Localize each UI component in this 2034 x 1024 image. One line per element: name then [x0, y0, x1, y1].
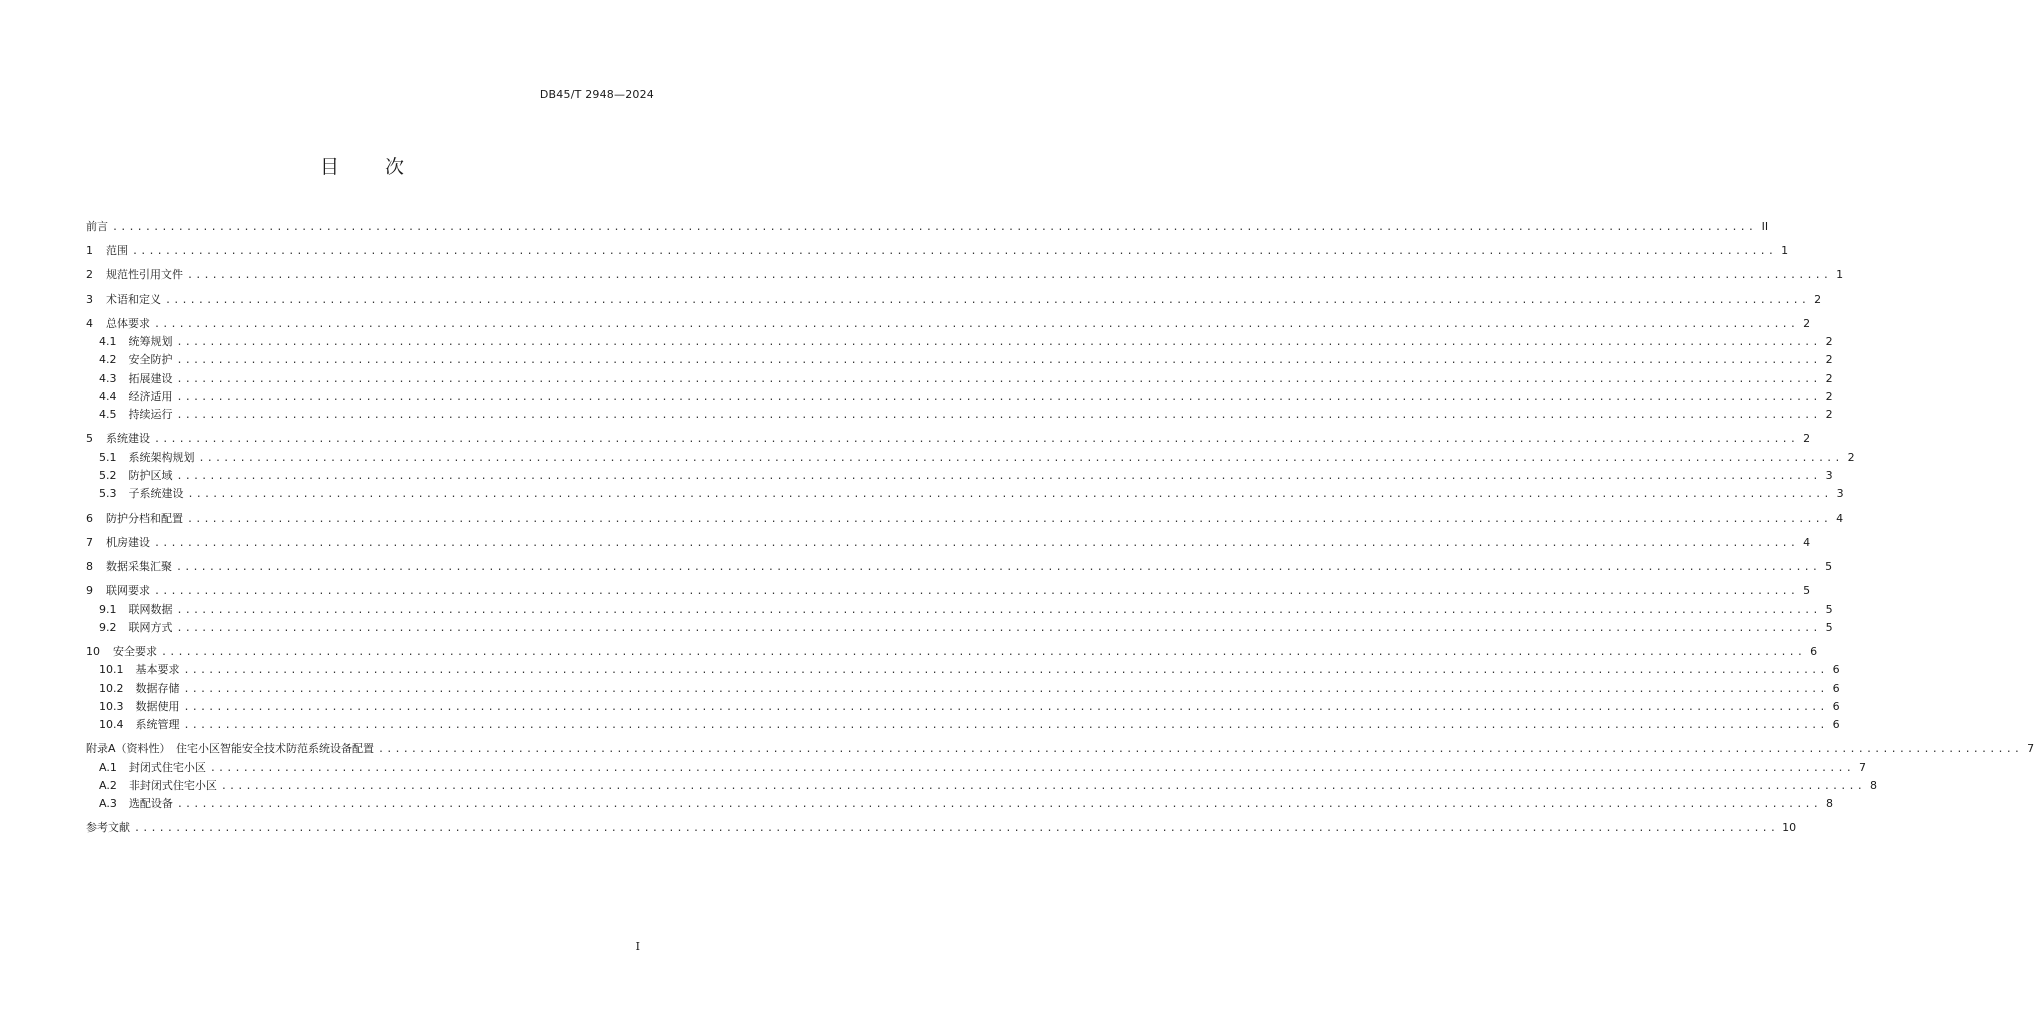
- toc-entry-page: 4: [1803, 536, 1811, 549]
- toc-entry-number: 9: [86, 584, 93, 597]
- toc-entry-page: 3: [1836, 487, 1844, 500]
- toc-leader-dots: ........................................................................................................................................................................................................: [183, 665, 1828, 676]
- toc-entry[interactable]: [99, 485, 1844, 503]
- toc-entry-page: 1: [1836, 268, 1844, 281]
- toc-leader-dots: ........................................................................................................................................................................................................: [132, 246, 1777, 257]
- toc-leader-dots: ........................................................................................................................................................................................................: [187, 514, 1832, 525]
- toc-leader-dots: ........................................................................................................................................................................................................: [154, 586, 1799, 597]
- toc-entry-number: 4.2: [99, 353, 117, 366]
- toc-entry[interactable]: [99, 467, 1833, 485]
- toc-entry[interactable]: [86, 582, 1811, 600]
- toc-leader-dots: ........................................................................................................................................................................................................: [112, 222, 1757, 233]
- toc-entry-number: 10.4: [99, 718, 124, 731]
- title-char-2: 次: [385, 156, 405, 178]
- toc-entry-title: 防护区域: [128, 469, 173, 482]
- toc-entry[interactable]: [86, 266, 1844, 284]
- toc-entry[interactable]: [86, 740, 2034, 758]
- toc-entry[interactable]: [99, 406, 1833, 424]
- toc-leader-dots: ........................................................................................................................................................................................................: [187, 489, 1832, 500]
- toc-entry-number: 2: [86, 268, 93, 281]
- toc-entry-number: A.3: [99, 797, 117, 810]
- toc-leader-dots: ........................................................................................................................................................................................................: [176, 355, 1821, 366]
- toc-entry-number: A.2: [99, 779, 117, 792]
- toc-entry-title: 机房建设: [106, 536, 150, 549]
- toc-entry-page: 5: [1803, 584, 1811, 597]
- toc-entry-number: 8: [86, 560, 93, 573]
- toc-entry-title: 拓展建设: [128, 372, 173, 385]
- toc-entry-number: 10.3: [99, 700, 124, 713]
- toc-entry-page: 10: [1782, 821, 1797, 834]
- toc-entry-title: 封闭式住宅小区: [128, 761, 206, 774]
- toc-entry[interactable]: [99, 388, 1833, 406]
- toc-entry[interactable]: [99, 777, 1877, 795]
- toc-leader-dots: ........................................................................................................................................................................................................: [183, 720, 1828, 731]
- toc-entry-page: 5: [1825, 603, 1833, 616]
- toc-leader-dots: ........................................................................................................................................................................................................: [154, 319, 1799, 330]
- toc-entry[interactable]: [86, 819, 1797, 837]
- toc-entry[interactable]: [86, 315, 1811, 333]
- toc-entry[interactable]: [86, 242, 1789, 260]
- toc-leader-dots: ........................................................................................................................................................................................................: [165, 295, 1810, 306]
- toc-leader-dots: ........................................................................................................................................................................................................: [176, 337, 1821, 348]
- toc-entry-number: A.1: [99, 761, 117, 774]
- toc-entry-number: 1: [86, 244, 93, 257]
- toc-entry[interactable]: [99, 795, 1833, 813]
- toc-entry-number: 4.3: [99, 372, 117, 385]
- toc-entry-title: 数据存储: [135, 682, 180, 695]
- toc-entry-page: 2: [1825, 335, 1833, 348]
- toc-entry-number: 5: [86, 432, 93, 445]
- toc-leader-dots: ........................................................................................................................................................................................................: [220, 781, 1865, 792]
- toc-entry-page: 8: [1825, 797, 1833, 810]
- toc-entry-page: 6: [1832, 663, 1840, 676]
- toc-entry-title: 联网要求: [106, 584, 150, 597]
- toc-entry-page: 2: [1825, 372, 1833, 385]
- toc-entry-number: 6: [86, 512, 93, 525]
- toc-entry-number: 7: [86, 536, 93, 549]
- toc-entry-page: 2: [1825, 408, 1833, 421]
- page-title: [0, 152, 724, 179]
- toc-entry-title: 数据使用: [135, 700, 180, 713]
- toc-leader-dots: ........................................................................................................................................................................................................: [176, 410, 1821, 421]
- toc-entry[interactable]: [86, 643, 1818, 661]
- toc-entry-title: 系统建设: [106, 432, 150, 445]
- toc-leader-dots: ........................................................................................................................................................................................................: [176, 562, 1821, 573]
- toc-entry-number: 4: [86, 317, 93, 330]
- toc-entry-page: 5: [1825, 560, 1833, 573]
- toc-leader-dots: ........................................................................................................................................................................................................: [176, 605, 1821, 616]
- toc-entry-page: 6: [1810, 645, 1818, 658]
- toc-entry-page: 6: [1832, 682, 1840, 695]
- toc-entry-number: 10.2: [99, 682, 124, 695]
- toc-entry-page: 2: [1825, 353, 1833, 366]
- toc-entry[interactable]: [99, 680, 1840, 698]
- toc-leader-dots: ........................................................................................................................................................................................................: [378, 744, 2023, 755]
- footer-page-number: I: [635, 940, 640, 953]
- toc-entry-number: 4.4: [99, 390, 117, 403]
- toc-entry-title: 参考文献: [86, 821, 130, 834]
- toc-entry-page: 2: [1814, 293, 1822, 306]
- toc-entry-title: 持续运行: [128, 408, 173, 421]
- toc-entry-number: 5.1: [99, 451, 117, 464]
- toc-entry[interactable]: [99, 351, 1833, 369]
- toc-entry-number: 10: [86, 645, 100, 658]
- toc-entry[interactable]: [99, 370, 1833, 388]
- toc-entry[interactable]: [86, 534, 1811, 552]
- toc-entry-title: 数据采集汇聚: [106, 560, 172, 573]
- toc-entry-page: 2: [1803, 432, 1811, 445]
- toc-entry-number: 10.1: [99, 663, 124, 676]
- toc-entry-page: 8: [1869, 779, 1877, 792]
- toc-leader-dots: ........................................................................................................................................................................................................: [161, 647, 1806, 658]
- toc-entry-number: 9.2: [99, 621, 117, 634]
- toc-entry-title: 联网数据: [128, 603, 173, 616]
- toc-entry-title: 非封闭式住宅小区: [128, 779, 217, 792]
- toc-leader-dots: ........................................................................................................................................................................................................: [187, 270, 1832, 281]
- toc-entry-page: II: [1761, 220, 1769, 233]
- toc-entry-title: 经济适用: [128, 390, 173, 403]
- toc-entry[interactable]: [86, 430, 1811, 448]
- toc-entry-page: 2: [1847, 451, 1855, 464]
- toc-entry-page: 7: [1858, 761, 1866, 774]
- toc-entry-title: 防护分档和配置: [106, 512, 183, 525]
- toc-entry-page: 7: [2027, 742, 2034, 755]
- toc-entry[interactable]: [86, 291, 1822, 309]
- toc-entry[interactable]: [99, 333, 1833, 351]
- toc-entry[interactable]: [99, 698, 1840, 716]
- toc-entry-title: 系统管理: [135, 718, 180, 731]
- toc-entry-title: 基本要求: [135, 663, 180, 676]
- toc-entry-page: 5: [1825, 621, 1833, 634]
- toc-entry-title: 规范性引用文件: [106, 268, 183, 281]
- toc-leader-dots: ........................................................................................................................................................................................................: [183, 684, 1828, 695]
- toc-entry[interactable]: [86, 218, 1769, 236]
- toc-leader-dots: ........................................................................................................................................................................................................: [198, 453, 1843, 464]
- toc-entry-page: 6: [1832, 700, 1840, 713]
- toc-entry[interactable]: [86, 558, 1833, 576]
- toc-entry[interactable]: [86, 510, 1844, 528]
- toc-entry-number: 5.2: [99, 469, 117, 482]
- toc-leader-dots: ........................................................................................................................................................................................................: [183, 702, 1828, 713]
- toc-leader-dots: ........................................................................................................................................................................................................: [209, 763, 1854, 774]
- toc-leader-dots: ........................................................................................................................................................................................................: [154, 538, 1799, 549]
- toc-leader-dots: ........................................................................................................................................................................................................: [176, 471, 1821, 482]
- toc-entry-title: 范围: [106, 244, 128, 257]
- toc-entry[interactable]: [99, 601, 1833, 619]
- toc-entry-number: 4.5: [99, 408, 117, 421]
- toc-entry-number: 3: [86, 293, 93, 306]
- toc-entry-title: 安全要求: [113, 645, 157, 658]
- toc-entry-title: 安全防护: [128, 353, 173, 366]
- title-char-1: 目: [319, 156, 339, 178]
- standard-code: DB45/T 2948—2024: [539, 88, 654, 101]
- toc-leader-dots: ........................................................................................................................................................................................................: [176, 623, 1821, 634]
- toc-leader-dots: ........................................................................................................................................................................................................: [134, 823, 1779, 834]
- toc-entry-title: 子系统建设: [128, 487, 184, 500]
- toc-entry[interactable]: [99, 619, 1833, 637]
- toc-entry-title: 统筹规划: [128, 335, 173, 348]
- toc-entry[interactable]: [99, 449, 1855, 467]
- toc-entry-title: 选配设备: [128, 797, 173, 810]
- toc-entry-title: 术语和定义: [106, 293, 161, 306]
- toc-leader-dots: ........................................................................................................................................................................................................: [176, 392, 1821, 403]
- toc-entry-page: 4: [1836, 512, 1844, 525]
- toc-entry-title: 总体要求: [106, 317, 150, 330]
- toc-leader-dots: ........................................................................................................................................................................................................: [176, 374, 1821, 385]
- toc-entry-page: 3: [1825, 469, 1833, 482]
- toc-entry[interactable]: [99, 759, 1866, 777]
- toc-entry-number: 9.1: [99, 603, 117, 616]
- toc-entry-page: 1: [1781, 244, 1789, 257]
- toc-entry-title: 前言: [86, 220, 108, 233]
- toc-leader-dots: ........................................................................................................................................................................................................: [176, 799, 1821, 810]
- toc-entry-number: 4.1: [99, 335, 117, 348]
- toc-leader-dots: ........................................................................................................................................................................................................: [154, 434, 1799, 445]
- toc-entry-title: 联网方式: [128, 621, 173, 634]
- toc-entry-title: 附录A（资料性） 住宅小区智能安全技术防范系统设备配置: [86, 742, 375, 755]
- toc-entry-page: 2: [1825, 390, 1833, 403]
- toc-entry[interactable]: [99, 716, 1840, 734]
- toc-entry-number: 5.3: [99, 487, 117, 500]
- toc-entry-title: 系统架构规划: [128, 451, 195, 464]
- toc-entry[interactable]: [99, 661, 1840, 679]
- toc-entry-page: 6: [1832, 718, 1840, 731]
- toc-entry-page: 2: [1803, 317, 1811, 330]
